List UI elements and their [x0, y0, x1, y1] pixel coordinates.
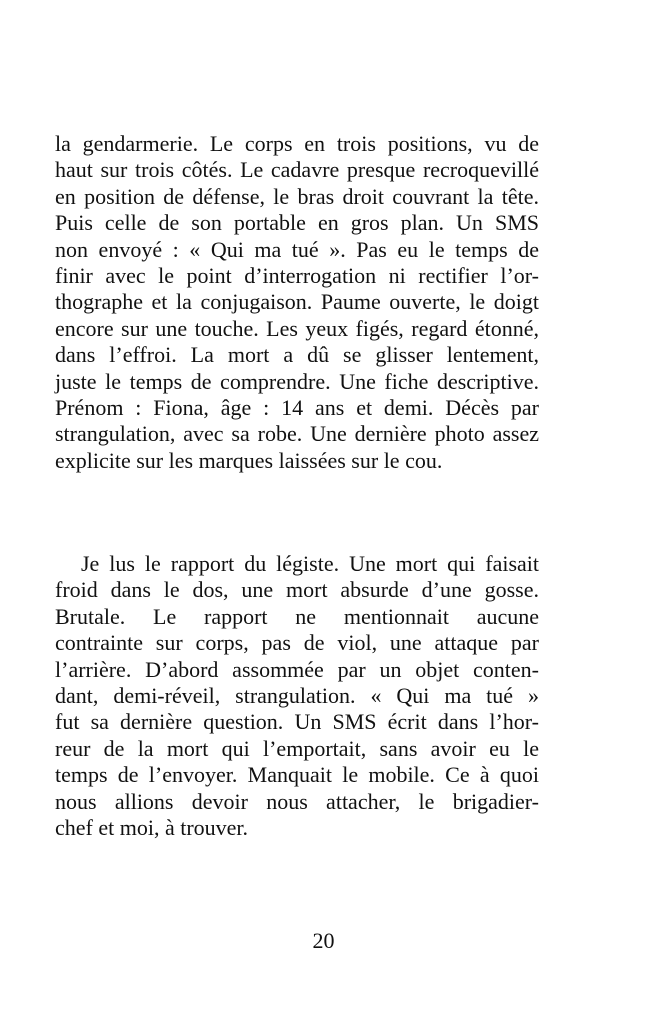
text-line: Brutale. Le rapport ne mentionnait aucune	[55, 603, 539, 629]
page-number: 20	[312, 928, 335, 953]
text-line: temps de l’envoyer. Manquait le mobile. Ce à quoi	[55, 762, 539, 788]
text-line: explicite sur les marques laissées sur le cou.	[55, 447, 443, 473]
text-line: finir avec le point d’interrogation ni rectifier l’or-	[55, 262, 539, 288]
paragraph-2	[55, 551, 539, 841]
text-line: Prénom : Fiona, âge : 14 ans et demi. Décès par	[55, 394, 539, 420]
text-line: contrainte sur corps, pas de viol, une attaque par	[55, 630, 539, 656]
text-line: thographe et la conjugaison. Paume ouverte, le doigt	[55, 289, 539, 315]
text-line: dans l’effroi. La mort a dû se glisser lentement,	[55, 342, 539, 368]
text-line: encore sur une touche. Les yeux figés, regard étonné,	[55, 315, 539, 341]
text-line: en position de défense, le bras droit couvrant la tête.	[55, 183, 539, 209]
text-line: Puis celle de son portable en gros plan. Un SMS	[55, 210, 539, 236]
text-line: la gendarmerie. Le corps en trois positions, vu de	[55, 131, 539, 156]
text-line: juste le temps de comprendre. Une fiche descriptive.	[55, 368, 539, 394]
text-line: fut sa dernière question. Un SMS écrit dans l’hor-	[55, 709, 539, 735]
paragraph-1	[55, 131, 539, 474]
text-line: froid dans le dos, une mort absurde d’une gosse.	[55, 577, 539, 603]
text-line: non envoyé : « Qui ma tué ». Pas eu le temps de	[55, 236, 539, 262]
text-line: haut sur trois côtés. Le cadavre presque recroquevillé	[55, 157, 539, 183]
text-line: reur de la mort qui l’emportait, sans avoir eu le	[55, 735, 539, 761]
text-line: Je lus le rapport du légiste. Une mort qui faisait	[81, 551, 539, 576]
text-line: dant, demi-réveil, strangulation. « Qui ma tué »	[55, 682, 539, 708]
text-line: l’arrière. D’abord assommée par un objet conten-	[55, 656, 539, 682]
text-line: nous allions devoir nous attacher, le brigadier-	[55, 788, 539, 814]
text-line: strangulation, avec sa robe. Une dernière photo assez	[55, 421, 539, 447]
text-line: chef et moi, à trouver.	[55, 814, 249, 840]
